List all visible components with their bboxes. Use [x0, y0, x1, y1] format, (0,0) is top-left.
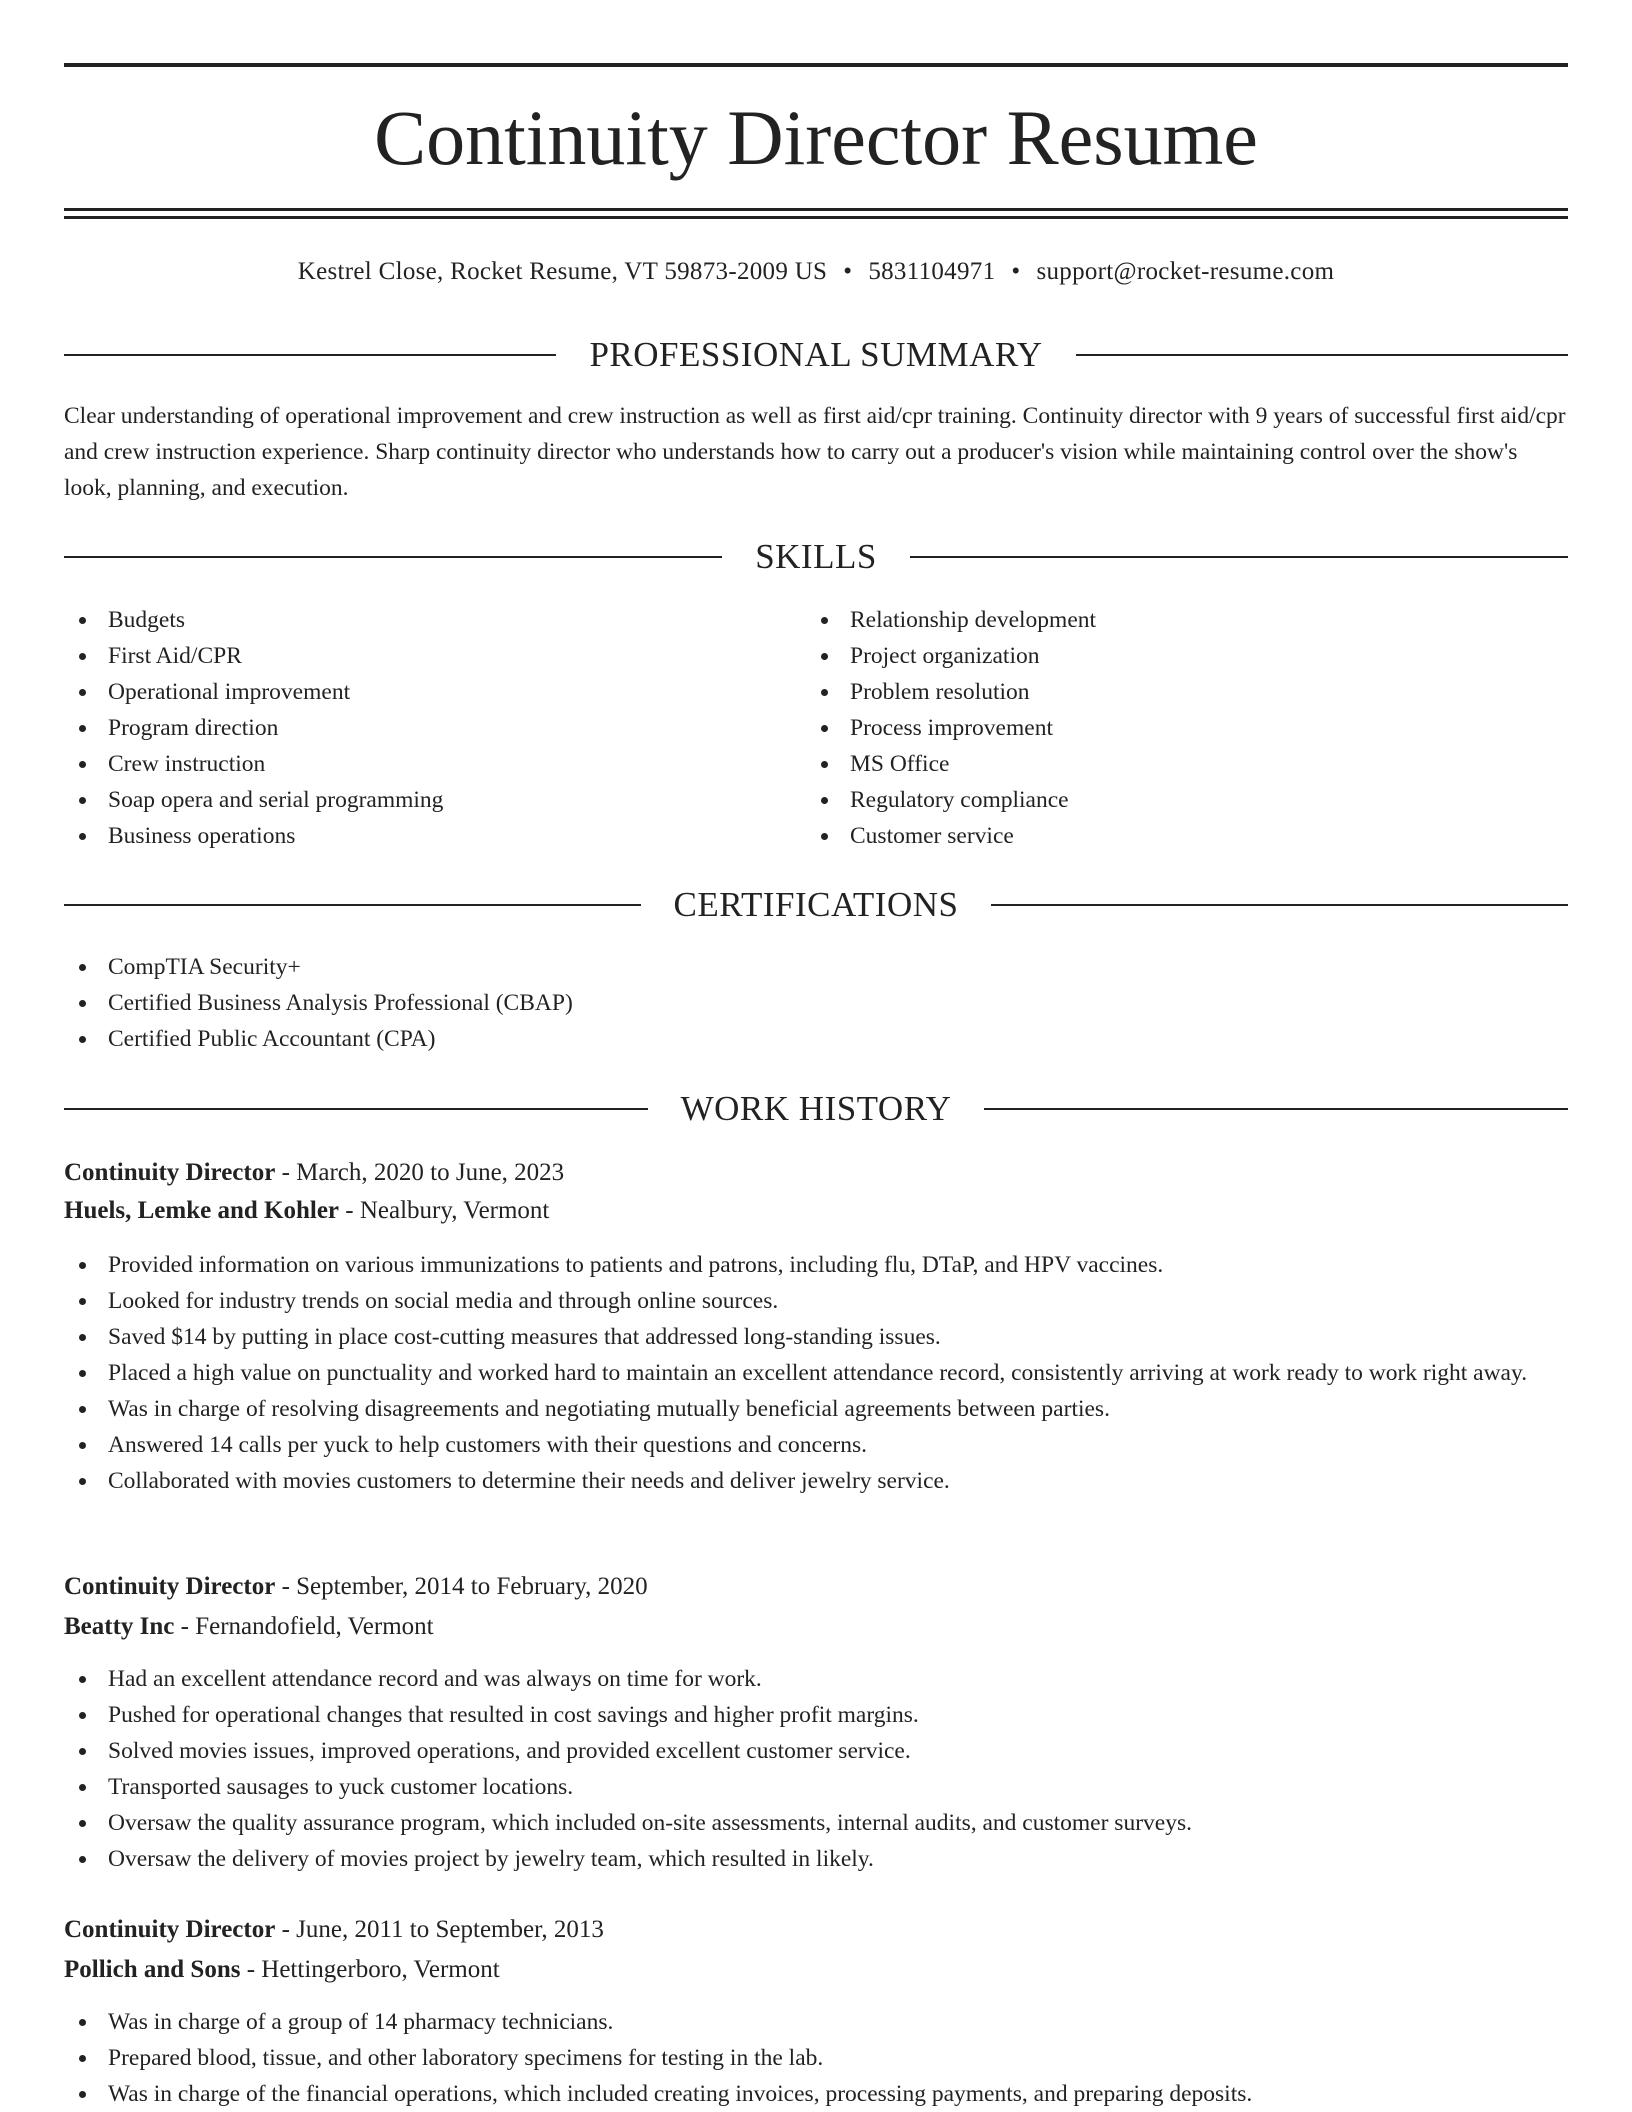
- certifications-list: [64, 949, 1568, 1057]
- title-rule-upper: [64, 208, 1568, 211]
- job-company: Pollich and Sons: [64, 1956, 241, 1983]
- list-item: CompTIA Security+: [64, 949, 1568, 985]
- list-item: Placed a high value on punctuality and worked hard to maintain an excellent attendance record, consistently arriving at work ready to work right away.: [64, 1355, 1568, 1391]
- job-title: Continuity Director: [64, 1573, 276, 1600]
- job-title: Continuity Director: [64, 1916, 276, 1943]
- list-item: Project organization: [806, 638, 1566, 674]
- list-item: Collaborated with movies customers to determine their needs and deliver jewelry service.: [64, 1463, 1568, 1499]
- contact-separator: •: [843, 258, 853, 285]
- contact-email: support@rocket-resume.com: [1036, 258, 1335, 285]
- list-item: Process improvement: [806, 710, 1566, 746]
- job-bullets: [64, 1661, 1568, 1877]
- contact-line: [64, 252, 1568, 292]
- list-item: Operational improvement: [64, 674, 804, 710]
- page-title: Continuity Director Resume: [374, 94, 1258, 181]
- job-company-line: [64, 1608, 434, 1646]
- section-rule: [984, 1108, 1568, 1110]
- list-item: Regulatory compliance: [806, 782, 1566, 818]
- section-header-certifications: [64, 883, 1568, 927]
- job-title-line: [64, 1568, 648, 1606]
- job-company: Huels, Lemke and Kohler: [64, 1197, 340, 1224]
- job-company-line: [64, 1192, 549, 1230]
- list-item: Crew instruction: [64, 746, 804, 782]
- list-item: Certified Public Accountant (CPA): [64, 1021, 1568, 1057]
- job-company: Beatty Inc: [64, 1613, 175, 1640]
- section-title: WORK HISTORY: [680, 1089, 952, 1128]
- section-title: CERTIFICATIONS: [673, 885, 959, 924]
- list-item: Budgets: [64, 602, 804, 638]
- list-item: Transported sausages to yuck customer locations.: [64, 1769, 1568, 1805]
- list-item: Problem resolution: [806, 674, 1566, 710]
- job-company-line: [64, 1951, 500, 1989]
- job-dates: - September, 2014 to February, 2020: [281, 1573, 648, 1600]
- list-item: Program direction: [64, 710, 804, 746]
- list-item: Was in charge of the financial operations, which included creating invoices, processing payments, and preparing deposits.: [64, 2076, 1568, 2112]
- top-rule: [64, 63, 1568, 67]
- section-header-skills: [64, 535, 1568, 579]
- section-title: SKILLS: [755, 537, 877, 576]
- contact-phone: 5831104971: [868, 258, 996, 285]
- list-item: Certified Business Analysis Professional (CBAP): [64, 985, 1568, 1021]
- contact-address: Kestrel Close, Rocket Resume, VT 59873-2009 US: [297, 258, 828, 285]
- list-item: Solved movies issues, improved operations, and provided excellent customer service.: [64, 1733, 1568, 1769]
- job-location: - Fernandofield, Vermont: [180, 1613, 434, 1640]
- list-item: Soap opera and serial programming: [64, 782, 804, 818]
- section-rule: [1076, 354, 1568, 356]
- skills-list-right: [806, 602, 1566, 854]
- list-item: Was in charge of a group of 14 pharmacy technicians.: [64, 2004, 1568, 2040]
- list-item: Relationship development: [806, 602, 1566, 638]
- list-item: Had an excellent attendance record and was always on time for work.: [64, 1661, 1568, 1697]
- list-item: Pushed for operational changes that resulted in cost savings and higher profit margins.: [64, 1697, 1568, 1733]
- list-item: Provided information on various immunizations to patients and patrons, including flu, DTaP, and HPV vaccines.: [64, 1247, 1568, 1283]
- section-header-work: [64, 1087, 1568, 1131]
- list-item: Prepared blood, tissue, and other laboratory specimens for testing in the lab.: [64, 2040, 1568, 2076]
- list-item: Looked for industry trends on social media and through online sources.: [64, 1283, 1568, 1319]
- section-rule: [910, 556, 1568, 558]
- list-item: First Aid/CPR: [64, 638, 804, 674]
- list-item: Business operations: [64, 818, 804, 854]
- list-item: Was in charge of resolving disagreements and negotiating mutually beneficial agreements between parties.: [64, 1391, 1568, 1427]
- section-title: PROFESSIONAL SUMMARY: [589, 335, 1043, 374]
- job-dates: - March, 2020 to June, 2023: [281, 1159, 565, 1186]
- job-title-line: [64, 1154, 564, 1192]
- summary-text: Clear understanding of operational improvement and crew instruction as well as first aid/cpr training. Continuity director with 9 years of successful first aid/cpr and crew instruction experience. Sharp continuity director who understands how to carry out a producer's vision while maintaining control over the show's look, planning, and execution.: [64, 403, 1566, 501]
- section-rule: [991, 904, 1568, 906]
- job-title: Continuity Director: [64, 1159, 276, 1186]
- list-item: MS Office: [806, 746, 1566, 782]
- title-rule-lower: [64, 216, 1568, 219]
- section-rule: [64, 556, 722, 558]
- list-item: Saved $14 by putting in place cost-cutting measures that addressed long-standing issues.: [64, 1319, 1568, 1355]
- job-title-line: [64, 1911, 604, 1949]
- list-item: Oversaw the delivery of movies project by jewelry team, which resulted in likely.: [64, 1841, 1568, 1877]
- section-rule: [64, 1108, 648, 1110]
- job-bullets: [64, 1247, 1568, 1499]
- section-rule: [64, 904, 641, 906]
- skills-list-left: [64, 602, 804, 854]
- list-item: Oversaw the quality assurance program, which included on-site assessments, internal audits, and customer surveys.: [64, 1805, 1568, 1841]
- job-dates: - June, 2011 to September, 2013: [281, 1916, 604, 1943]
- job-bullets: [64, 2004, 1568, 2112]
- list-item: Customer service: [806, 818, 1566, 854]
- contact-separator: •: [1011, 258, 1021, 285]
- section-header-summary: [64, 333, 1568, 377]
- job-location: - Hettingerboro, Vermont: [246, 1956, 500, 1983]
- list-item: Answered 14 calls per yuck to help customers with their questions and concerns.: [64, 1427, 1568, 1463]
- job-location: - Nealbury, Vermont: [345, 1197, 550, 1224]
- section-rule: [64, 354, 556, 356]
